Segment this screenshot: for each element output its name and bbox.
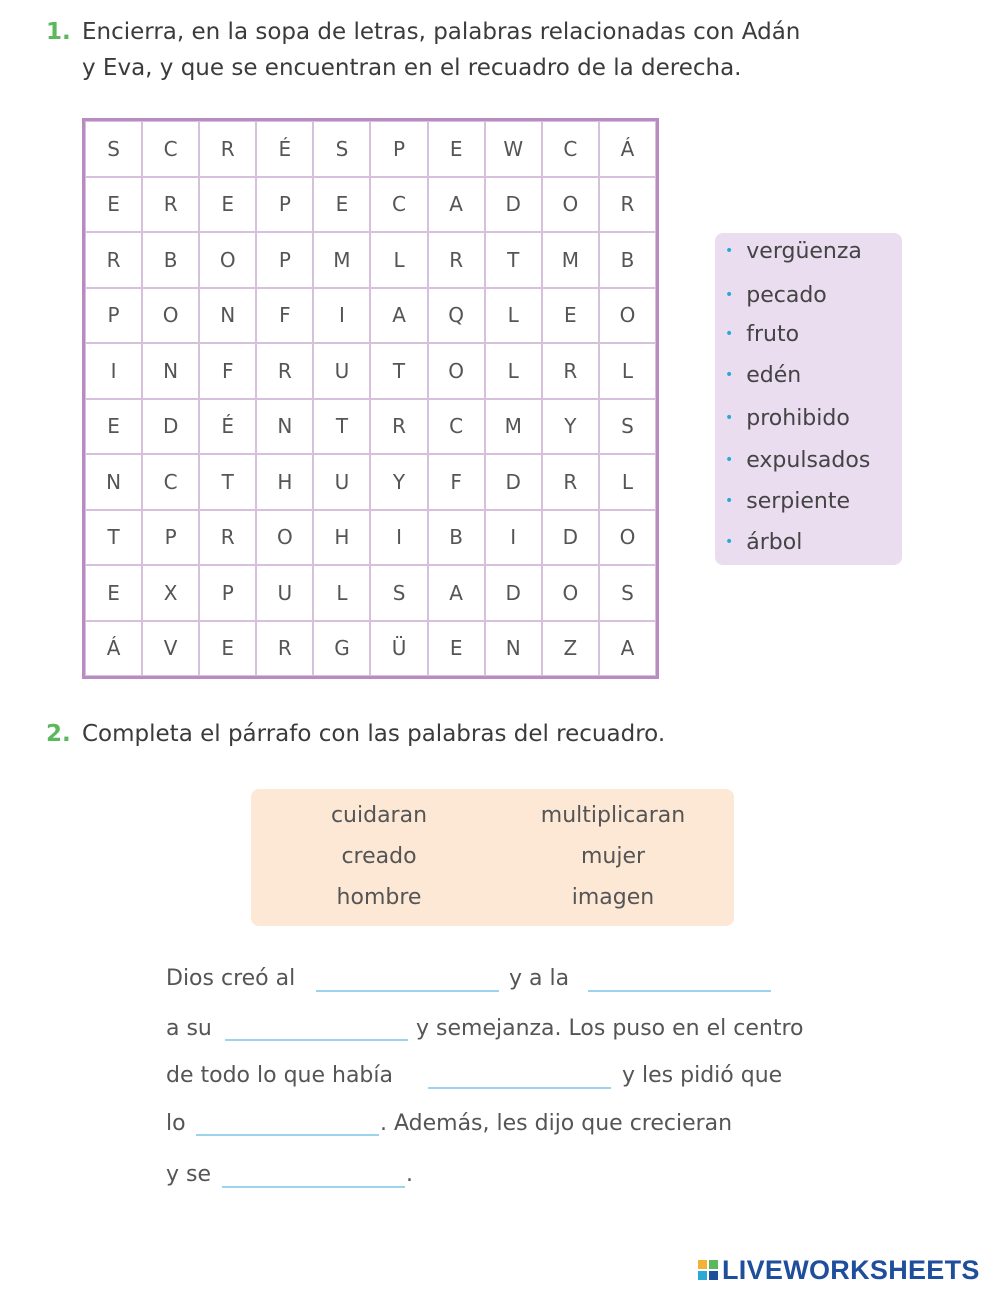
exercise-1-number: 1. xyxy=(46,19,71,45)
grid-cell[interactable]: P xyxy=(256,177,313,233)
word-list-item-label: pecado xyxy=(746,283,827,308)
grid-cell[interactable]: R xyxy=(428,232,485,288)
paragraph-text: y semejanza. Los puso en el centro xyxy=(416,1016,804,1041)
grid-cell[interactable]: R xyxy=(370,399,427,455)
grid-cell[interactable]: R xyxy=(199,510,256,566)
grid-cell[interactable]: W xyxy=(485,121,542,177)
word-list-item xyxy=(725,530,802,555)
word-list-item xyxy=(725,283,827,308)
grid-cell[interactable]: V xyxy=(142,621,199,677)
grid-cell[interactable]: X xyxy=(142,565,199,621)
word-list-item-label: vergüenza xyxy=(746,239,862,264)
grid-cell[interactable]: D xyxy=(485,454,542,510)
exercise-2-text: Completa el párrafo con las palabras del recuadro. xyxy=(82,721,666,747)
grid-cell[interactable]: F xyxy=(199,343,256,399)
grid-cell[interactable]: P xyxy=(370,121,427,177)
grid-cell[interactable]: D xyxy=(142,399,199,455)
grid-cell[interactable]: E xyxy=(85,565,142,621)
grid-cell[interactable]: N xyxy=(256,399,313,455)
grid-cell[interactable]: P xyxy=(199,565,256,621)
option-word: creado xyxy=(341,844,417,869)
word-list-item xyxy=(725,406,850,431)
answer-blank-3[interactable] xyxy=(225,1039,408,1041)
paragraph-text: y les pidió que xyxy=(622,1063,783,1088)
word-list-item-label: serpiente xyxy=(746,489,851,514)
grid-cell[interactable]: H xyxy=(313,510,370,566)
grid-cell[interactable]: A xyxy=(428,177,485,233)
option-word: hombre xyxy=(336,885,422,910)
grid-cell[interactable]: Z xyxy=(542,621,599,677)
grid-cell[interactable]: É xyxy=(199,399,256,455)
paragraph-text: y se xyxy=(166,1162,212,1187)
grid-cell[interactable]: R xyxy=(542,343,599,399)
grid-cell[interactable]: P xyxy=(85,288,142,344)
word-list-item-label: expulsados xyxy=(746,448,871,473)
grid-cell[interactable]: R xyxy=(599,177,656,233)
grid-cell[interactable]: Á xyxy=(599,121,656,177)
grid-cell[interactable]: B xyxy=(142,232,199,288)
liveworksheets-logo xyxy=(698,1252,980,1288)
grid-cell[interactable]: C xyxy=(142,454,199,510)
bullet-icon: • xyxy=(725,410,734,426)
grid-cell[interactable]: L xyxy=(599,454,656,510)
word-list-item xyxy=(725,489,850,514)
word-list-item-label: árbol xyxy=(746,530,803,555)
grid-cell[interactable]: S xyxy=(370,565,427,621)
grid-cell[interactable]: R xyxy=(542,454,599,510)
answer-blank-6[interactable] xyxy=(222,1186,405,1188)
word-list-box xyxy=(715,233,902,565)
bullet-icon: • xyxy=(725,493,734,509)
exercise-1-instruction xyxy=(46,14,942,86)
grid-cell[interactable]: L xyxy=(370,232,427,288)
paragraph-text: de todo lo que había xyxy=(166,1063,393,1088)
grid-cell[interactable]: Ü xyxy=(370,621,427,677)
paragraph-text: lo xyxy=(166,1111,186,1136)
word-list-item xyxy=(725,322,799,347)
grid-cell[interactable]: M xyxy=(542,232,599,288)
word-list-item xyxy=(725,363,801,388)
grid-cell[interactable]: O xyxy=(542,565,599,621)
grid-cell[interactable]: A xyxy=(428,565,485,621)
logo-text: LIVEWORKSHEETS xyxy=(722,1254,980,1285)
grid-cell[interactable]: R xyxy=(142,177,199,233)
grid-cell[interactable]: I xyxy=(485,510,542,566)
grid-cell[interactable]: B xyxy=(599,232,656,288)
grid-cell[interactable]: T xyxy=(199,454,256,510)
grid-cell[interactable]: G xyxy=(313,621,370,677)
grid-cell[interactable]: T xyxy=(313,399,370,455)
grid-cell[interactable]: T xyxy=(485,232,542,288)
grid-cell[interactable]: F xyxy=(256,288,313,344)
grid-cell[interactable]: S xyxy=(599,565,656,621)
grid-cell[interactable]: E xyxy=(85,399,142,455)
grid-cell[interactable]: D xyxy=(542,510,599,566)
grid-cell[interactable]: U xyxy=(256,565,313,621)
paragraph-text: a su xyxy=(166,1016,212,1041)
grid-cell[interactable]: M xyxy=(313,232,370,288)
answer-blank-5[interactable] xyxy=(196,1134,379,1136)
option-word: imagen xyxy=(571,885,655,910)
grid-cell[interactable]: P xyxy=(142,510,199,566)
answer-blank-2[interactable] xyxy=(588,990,771,992)
grid-cell[interactable]: F xyxy=(428,454,485,510)
grid-cell[interactable]: S xyxy=(313,121,370,177)
exercise-1-line-1: Encierra, en la sopa de letras, palabras relacionadas con Adán xyxy=(82,19,801,45)
grid-cell[interactable]: P xyxy=(256,232,313,288)
grid-cell[interactable]: H xyxy=(256,454,313,510)
grid-cell[interactable]: U xyxy=(313,343,370,399)
grid-cell[interactable]: R xyxy=(199,121,256,177)
grid-cell[interactable]: R xyxy=(256,343,313,399)
grid-cell[interactable]: O xyxy=(142,288,199,344)
grid-cell[interactable]: E xyxy=(199,177,256,233)
answer-blank-1[interactable] xyxy=(316,990,499,992)
grid-cell[interactable]: T xyxy=(85,510,142,566)
bullet-icon: • xyxy=(725,452,734,468)
word-search-grid[interactable] xyxy=(82,118,659,679)
grid-cell[interactable]: I xyxy=(370,510,427,566)
logo-mark-icon xyxy=(698,1260,718,1280)
grid-cell[interactable]: B xyxy=(428,510,485,566)
word-options-box xyxy=(251,789,734,926)
paragraph-text: y a la xyxy=(509,966,570,991)
word-list-item-label: edén xyxy=(746,363,802,388)
bullet-icon: • xyxy=(725,534,734,550)
grid-cell[interactable]: C xyxy=(370,177,427,233)
paragraph-text: . Además, les dijo que crecieran xyxy=(380,1111,733,1136)
grid-cell[interactable]: O xyxy=(199,232,256,288)
bullet-icon: • xyxy=(725,326,734,342)
grid-cell[interactable]: N xyxy=(142,343,199,399)
grid-cell[interactable]: I xyxy=(85,343,142,399)
grid-cell[interactable]: O xyxy=(599,288,656,344)
grid-cell[interactable]: R xyxy=(85,232,142,288)
grid-cell[interactable]: C xyxy=(142,121,199,177)
grid-cell[interactable]: A xyxy=(599,621,656,677)
word-list-item-label: prohibido xyxy=(746,406,850,431)
grid-cell[interactable]: Y xyxy=(542,399,599,455)
grid-cell[interactable]: L xyxy=(485,343,542,399)
grid-cell[interactable]: L xyxy=(599,343,656,399)
grid-cell[interactable]: É xyxy=(256,121,313,177)
grid-cell[interactable]: D xyxy=(485,177,542,233)
paragraph-text: . xyxy=(406,1162,413,1187)
grid-cell[interactable]: S xyxy=(85,121,142,177)
bullet-icon: • xyxy=(725,287,734,303)
grid-cell[interactable]: M xyxy=(485,399,542,455)
grid-cell[interactable]: O xyxy=(542,177,599,233)
grid-cell[interactable]: L xyxy=(485,288,542,344)
grid-cell[interactable]: O xyxy=(599,510,656,566)
grid-cell[interactable]: N xyxy=(485,621,542,677)
exercise-1-line-2: y Eva, y que se encuentran en el recuadro de la derecha. xyxy=(82,55,742,81)
grid-cell[interactable]: E xyxy=(313,177,370,233)
grid-cell[interactable]: Á xyxy=(85,621,142,677)
grid-cell[interactable]: O xyxy=(256,510,313,566)
grid-cell[interactable]: R xyxy=(256,621,313,677)
option-word: mujer xyxy=(580,844,646,869)
grid-cell[interactable]: C xyxy=(428,399,485,455)
exercise-2-number: 2. xyxy=(46,721,71,747)
grid-cell[interactable]: E xyxy=(428,621,485,677)
option-word: cuidaran xyxy=(330,803,428,828)
grid-cell[interactable]: E xyxy=(542,288,599,344)
word-list-item xyxy=(725,239,862,264)
grid-cell[interactable]: L xyxy=(313,565,370,621)
word-list-item-label: fruto xyxy=(746,322,800,347)
grid-cell[interactable]: A xyxy=(370,288,427,344)
grid-cell[interactable]: Q xyxy=(428,288,485,344)
grid-cell[interactable]: D xyxy=(485,565,542,621)
grid-cell[interactable]: E xyxy=(428,121,485,177)
bullet-icon: • xyxy=(725,367,734,383)
grid-cell[interactable]: E xyxy=(199,621,256,677)
grid-cell[interactable]: N xyxy=(85,454,142,510)
bullet-icon: • xyxy=(725,243,734,259)
grid-cell[interactable]: U xyxy=(313,454,370,510)
grid-cell[interactable]: I xyxy=(313,288,370,344)
exercise-2-instruction xyxy=(46,716,942,752)
grid-cell[interactable]: E xyxy=(85,177,142,233)
grid-cell[interactable]: C xyxy=(542,121,599,177)
answer-blank-4[interactable] xyxy=(428,1087,611,1089)
grid-cell[interactable]: T xyxy=(370,343,427,399)
option-word: multiplicaran xyxy=(540,803,686,828)
grid-cell[interactable]: S xyxy=(599,399,656,455)
word-list-item xyxy=(725,448,870,473)
grid-cell[interactable]: N xyxy=(199,288,256,344)
grid-cell[interactable]: Y xyxy=(370,454,427,510)
paragraph-text: Dios creó al xyxy=(166,966,296,991)
grid-cell[interactable]: O xyxy=(428,343,485,399)
